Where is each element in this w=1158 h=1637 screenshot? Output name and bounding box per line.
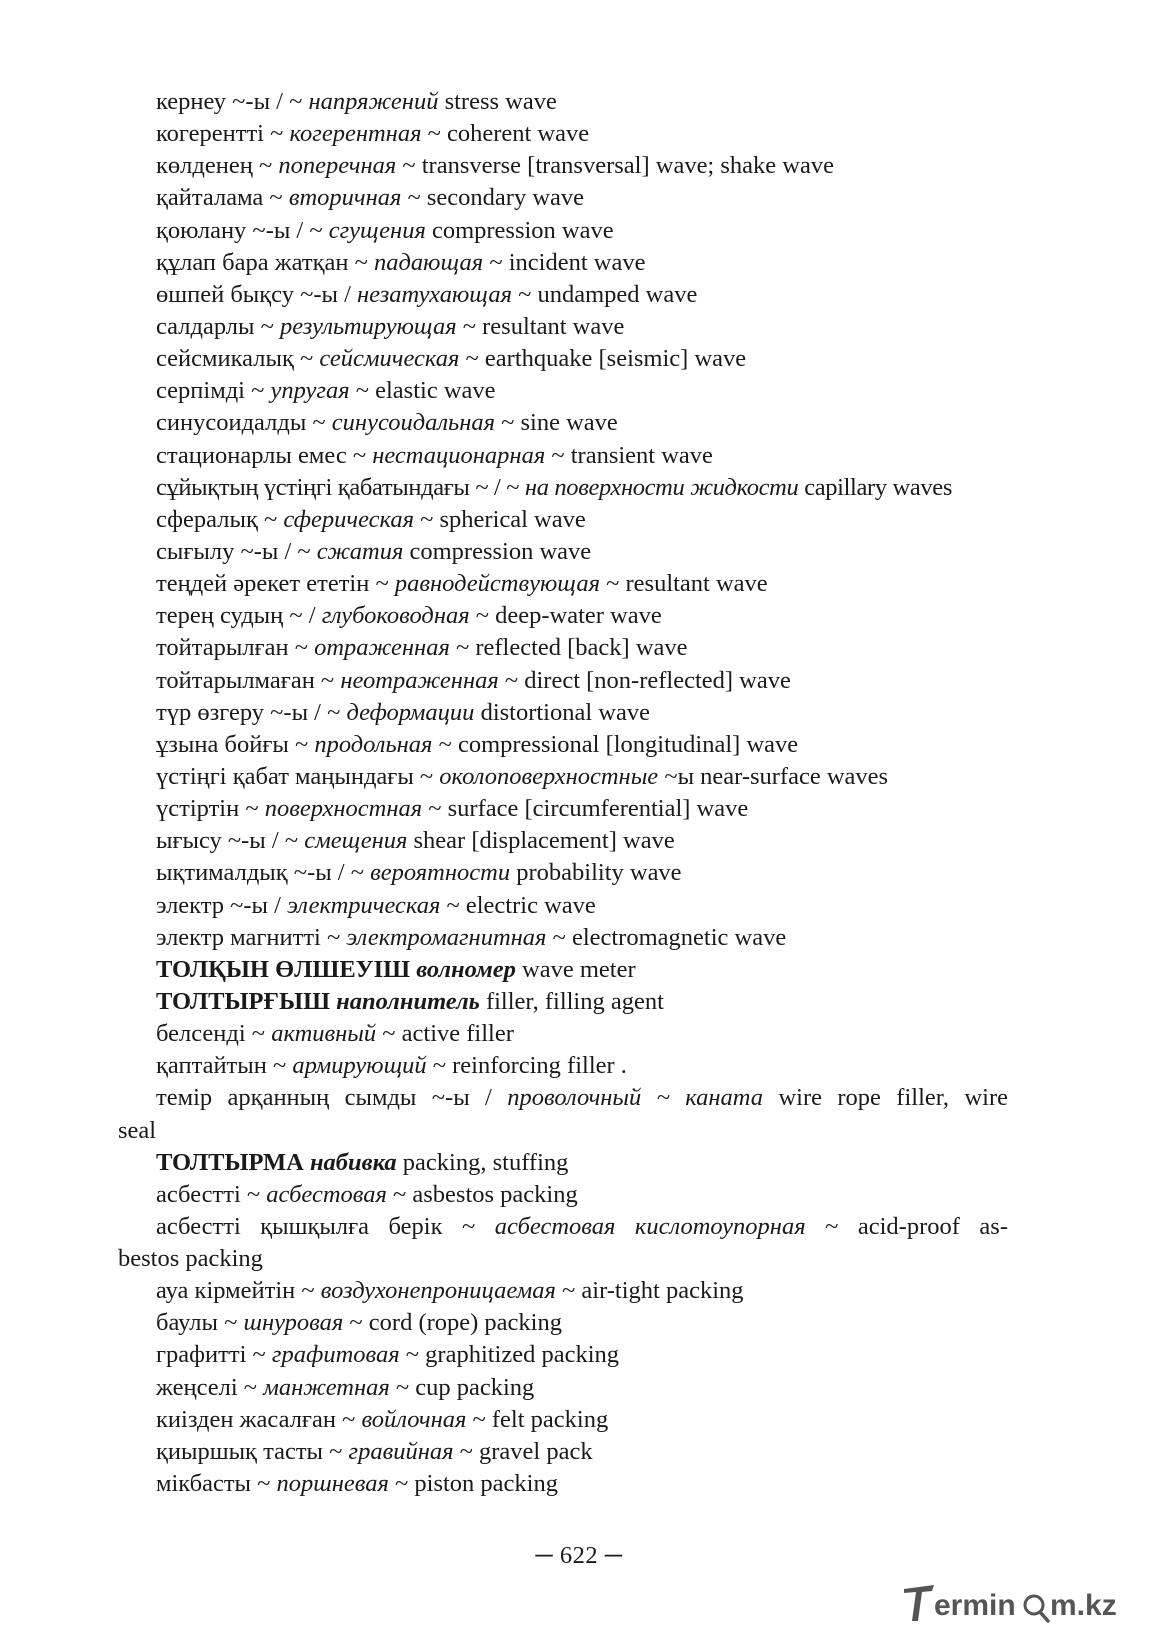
- entry-text: ~ air-tight packing: [555, 1277, 744, 1305]
- entry-text: когерентті ~: [156, 120, 290, 148]
- russian-term: вторичная: [288, 184, 402, 212]
- dictionary-line: [0, 215, 1158, 247]
- dictionary-line: [0, 1211, 1158, 1243]
- entry-text: ~ active filler: [376, 1020, 514, 1048]
- russian-term: активный: [271, 1020, 377, 1048]
- entry-text: compression wave: [425, 216, 614, 244]
- dictionary-line: [0, 536, 1158, 568]
- dictionary-line: [0, 1050, 1158, 1082]
- russian-term: армирующий: [292, 1052, 427, 1080]
- entry-text: packing, stuffing: [396, 1148, 569, 1176]
- entry-text: асбестті ~: [156, 1180, 267, 1208]
- entry-text: ~ spherical wave: [414, 505, 586, 533]
- entry-text: тойтарылмаған ~: [156, 666, 341, 694]
- entry-text: сұйықтың үстіңгі қабатындағы ~ / ~: [156, 473, 525, 501]
- dictionary-line: [0, 825, 1158, 857]
- entry-text: графитті ~: [156, 1341, 272, 1369]
- russian-term: проволочный ~ каната: [507, 1084, 764, 1112]
- entry-text: ~ graphitized packing: [399, 1341, 620, 1369]
- entry-text: серпімді ~: [156, 377, 271, 405]
- russian-term: шнуровая: [243, 1309, 344, 1337]
- dictionary-line: [0, 86, 1158, 118]
- entry-text: темір арқанның сымды ~-ы /: [156, 1084, 508, 1112]
- russian-term: глубоководная: [321, 602, 470, 630]
- dictionary-line: [0, 1468, 1158, 1500]
- russian-term: воздухонепроницаемая: [320, 1277, 556, 1305]
- entry-text: ~ direct [non-reflected] wave: [498, 666, 791, 694]
- russian-term: электромагнитная: [346, 923, 547, 951]
- entry-text: теңдей әрекет ететін ~: [156, 570, 395, 598]
- russian-term: упругая: [270, 377, 350, 405]
- entry-text: ~ undamped wave: [512, 280, 698, 308]
- dictionary-line: [0, 954, 1158, 986]
- entry-text: wave meter: [515, 955, 636, 983]
- dictionary-line: [0, 1307, 1158, 1339]
- russian-term: волномер: [416, 955, 516, 983]
- russian-term: графитовая: [271, 1341, 400, 1369]
- russian-term: сейсмическая: [319, 345, 460, 373]
- entry-text: ~ secondary wave: [401, 184, 585, 212]
- russian-term: электрическая: [287, 891, 441, 919]
- entry-text: ~ asbestos packing: [386, 1180, 578, 1208]
- dictionary-line: [0, 1179, 1158, 1211]
- entry-text: ~ deep-water wave: [469, 602, 662, 630]
- entry-text: стационарлы емес ~: [156, 441, 373, 469]
- entry-text: ~ resultant wave: [600, 570, 768, 598]
- entry-text: ықтималдық ~-ы / ~: [156, 859, 371, 887]
- russian-term: наполнитель: [336, 987, 480, 1015]
- dictionary-line: [0, 857, 1158, 889]
- russian-term: вероятности: [370, 859, 511, 887]
- dictionary-line: [0, 279, 1158, 311]
- entry-text: ~ electromagnetic wave: [546, 923, 787, 951]
- entry-text: өшпей бықсу ~-ы /: [156, 280, 358, 308]
- entry-text: ~ cord (rope) packing: [343, 1309, 562, 1337]
- russian-term: гравийная: [348, 1437, 454, 1465]
- russian-term: нестационарная: [372, 441, 546, 469]
- russian-term: равнодействующая: [394, 570, 600, 598]
- dictionary-line: [0, 600, 1158, 632]
- entry-text: ~ transient wave: [545, 441, 713, 469]
- entry-text: сейсмикалық ~: [156, 345, 320, 373]
- entry-text: қаптайтын ~: [156, 1052, 293, 1080]
- russian-term: неотраженная: [340, 666, 499, 694]
- dictionary-line: [0, 1404, 1158, 1436]
- entry-text: қиыршық тасты ~: [156, 1437, 349, 1465]
- entry-text: ~ gravel pack: [453, 1437, 593, 1465]
- entry-text: салдарлы ~: [156, 312, 280, 340]
- russian-term: результирующая: [279, 312, 457, 340]
- entry-text: ауа кірмейтін ~: [156, 1277, 321, 1305]
- dictionary-line: [0, 1275, 1158, 1307]
- dictionary-line: [0, 472, 1158, 504]
- entry-text: баулы ~: [156, 1309, 244, 1337]
- dictionary-line: [0, 247, 1158, 279]
- russian-term: незатухающая: [357, 280, 512, 308]
- entry-text: ~ sine wave: [494, 409, 618, 437]
- dictionary-line: [0, 1372, 1158, 1404]
- entry-text: терең судың ~ /: [156, 602, 322, 630]
- dictionary-line: [0, 311, 1158, 343]
- entry-text: мікбасты ~: [156, 1470, 277, 1498]
- dictionary-line: [0, 440, 1158, 472]
- entry-text: ~ surface [circumferential] wave: [422, 795, 749, 823]
- svg-text:m.kz: m.kz: [1050, 1589, 1117, 1622]
- dictionary-line: [0, 665, 1158, 697]
- entry-text: ~ piston packing: [388, 1470, 558, 1498]
- russian-term: набивка: [309, 1148, 397, 1176]
- dictionary-line: [0, 407, 1158, 439]
- russian-term: войлочная: [361, 1405, 467, 1433]
- page-number: ─ 622 ─: [535, 1542, 623, 1569]
- russian-term: поршневая: [276, 1470, 389, 1498]
- russian-term: асбестовая кислотоупорная: [494, 1212, 806, 1240]
- entry-text: электр ~-ы /: [156, 891, 288, 919]
- russian-term: синусоидальная: [331, 409, 495, 437]
- svg-text:ermin: ermin: [934, 1589, 1016, 1622]
- russian-term: продольная: [314, 730, 433, 758]
- termincom-logo: [900, 1577, 1140, 1629]
- dictionary-line: [0, 697, 1158, 729]
- entry-text: ұзына бойғы ~: [156, 730, 315, 758]
- russian-term: отраженная: [314, 634, 450, 662]
- entry-text: тойтарылған ~: [156, 634, 315, 662]
- dictionary-line: [0, 729, 1158, 761]
- russian-term: поверхностная: [264, 795, 423, 823]
- entry-text: ~ cup packing: [389, 1373, 535, 1401]
- russian-term: напряжений: [308, 88, 439, 115]
- russian-term: асбестовая: [266, 1180, 387, 1208]
- russian-term: околоповерхностные: [439, 762, 659, 790]
- dictionary-line: [0, 150, 1158, 182]
- entry-text: filler, filling agent: [479, 987, 664, 1015]
- dictionary-line: [0, 1082, 1158, 1114]
- entry-text: ығысу ~-ы / ~: [156, 827, 305, 855]
- entry-text: ~ acid-proof as-: [805, 1212, 1008, 1240]
- entry-text: ~ felt packing: [466, 1405, 609, 1433]
- entry-text: ~ coherent wave: [421, 120, 590, 148]
- dictionary-line: [0, 568, 1158, 600]
- russian-term: когерентная: [289, 120, 422, 148]
- entry-text: ~ы near-surface waves: [658, 762, 889, 790]
- dictionary-line: [0, 375, 1158, 407]
- headword: ТОЛТЫРҒЫШ: [156, 987, 337, 1015]
- entry-text: wire rope filler, wire: [763, 1084, 1008, 1112]
- entry-text: probability wave: [510, 859, 682, 887]
- russian-term: смещения: [304, 827, 408, 855]
- dictionary-line: [0, 793, 1158, 825]
- entry-text: құлап бара жатқан ~: [156, 248, 375, 276]
- entry-text: сығылу ~-ы / ~: [156, 537, 317, 565]
- entry-text: ~ resultant wave: [456, 312, 625, 340]
- entry-text: сфералық ~: [156, 505, 284, 533]
- entry-text: distortional wave: [474, 698, 650, 726]
- russian-term: падающая: [374, 248, 484, 276]
- entry-text: асбестті қышқылға берік ~: [156, 1212, 495, 1240]
- entry-text: ~ compressional [longitudinal] wave: [432, 730, 799, 758]
- dictionary-line: [0, 1018, 1158, 1050]
- entry-text: жеңселі ~: [156, 1373, 264, 1401]
- entry-text: түр өзгеру ~-ы / ~: [156, 698, 347, 726]
- dictionary-line: [0, 761, 1158, 793]
- entry-text: ~ reinforcing filler .: [426, 1052, 627, 1080]
- entry-text: seal: [118, 1116, 157, 1144]
- entry-text: compression wave: [403, 537, 592, 565]
- entry-text: ~ elastic wave: [349, 377, 496, 405]
- dictionary-line: [0, 986, 1158, 1018]
- russian-term: деформации: [346, 698, 475, 726]
- entry-text: үстіңгі қабат маңындағы ~: [156, 762, 440, 790]
- dictionary-line: [0, 1339, 1158, 1371]
- dictionary-line: [0, 182, 1158, 214]
- russian-term: сжатия: [316, 537, 404, 565]
- entry-text: ~ electric wave: [440, 891, 596, 919]
- russian-term: манжетная: [263, 1373, 390, 1401]
- entry-text: қайталама ~: [156, 184, 289, 212]
- russian-term: сгущения: [328, 216, 426, 244]
- dictionary-line: [0, 343, 1158, 375]
- headword: ТОЛТЫРМА: [156, 1148, 310, 1176]
- dictionary-line: [0, 504, 1158, 536]
- russian-term: на поверхности жидкости: [524, 473, 799, 501]
- entry-text: bestos packing: [118, 1245, 263, 1273]
- entry-text: ~ incident wave: [483, 248, 646, 276]
- entry-text: кернеу ~-ы / ~: [156, 88, 309, 115]
- dictionary-line: [0, 632, 1158, 664]
- russian-term: поперечная: [278, 152, 397, 180]
- entry-text: белсенді ~: [156, 1020, 272, 1048]
- entry-text: ~ reflected [back] wave: [449, 634, 688, 662]
- entry-text: stress wave: [438, 88, 557, 115]
- headword: ТОЛҚЫН ӨЛШЕУІШ: [156, 955, 417, 983]
- entry-text: қоюлану ~-ы / ~: [156, 216, 329, 244]
- dictionary-line: [0, 922, 1158, 954]
- dictionary-line: [0, 890, 1158, 922]
- russian-term: сферическая: [283, 505, 414, 533]
- dictionary-line: [0, 1243, 1158, 1275]
- dictionary-line: [0, 118, 1158, 150]
- entry-text: электр магнитті ~: [156, 923, 347, 951]
- dictionary-line: [0, 1436, 1158, 1468]
- entry-text: capillary waves: [798, 473, 953, 501]
- entry-text: үстіртін ~: [156, 795, 265, 823]
- dictionary-line: [0, 1147, 1158, 1179]
- entry-text: shear [displacement] wave: [407, 827, 675, 855]
- entry-text: киізден жасалған ~: [156, 1405, 362, 1433]
- entry-text: көлденең ~: [156, 152, 279, 180]
- dictionary-entries: [0, 86, 1158, 1500]
- entry-text: ~ earthquake [seismic] wave: [459, 345, 747, 373]
- entry-text: синусоидалды ~: [156, 409, 332, 437]
- entry-text: ~ transverse [transversal] wave; shake wave: [396, 152, 834, 180]
- dictionary-line: [0, 1115, 1158, 1147]
